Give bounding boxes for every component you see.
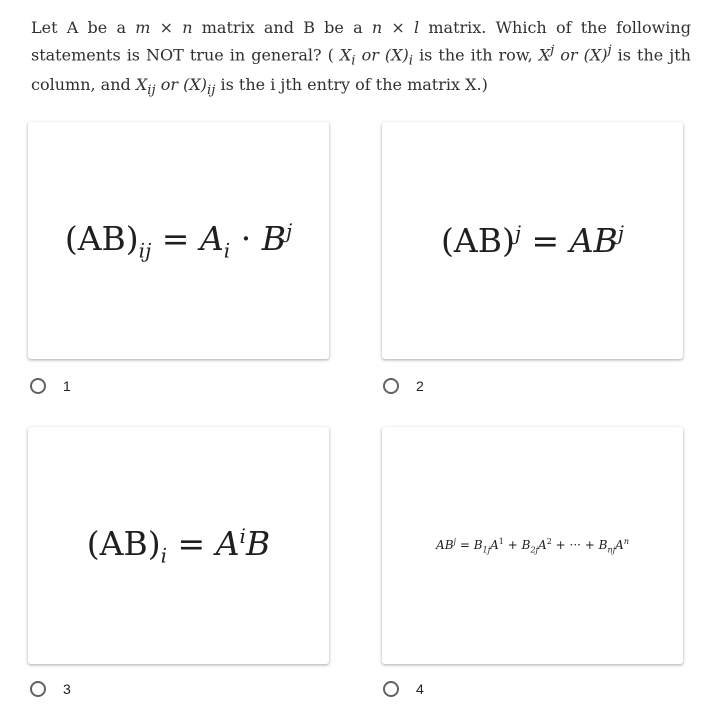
option-1-radio[interactable] xyxy=(30,378,46,394)
option-1-label: 1 xyxy=(63,378,71,394)
option-1-radio-row[interactable] xyxy=(30,378,71,394)
option-4-formula: $AB^j = B_{1j}A^1 + B_{2j}A^2$ + ··· + $B_{nj}A^n$ xyxy=(436,536,629,555)
option-3-radio[interactable] xyxy=(30,681,46,697)
option-2-image-card[interactable] xyxy=(382,122,683,359)
option-2-radio[interactable] xyxy=(383,378,399,394)
option-4-image-card[interactable] xyxy=(382,427,683,664)
option-3-label: 3 xyxy=(63,681,71,697)
option-3-formula: $(AB)_i = A^iB$ xyxy=(86,523,271,568)
option-1-image-card[interactable] xyxy=(28,122,329,359)
option-2-formula: $(AB)^j = AB^j$ xyxy=(441,221,624,260)
option-3-radio-row[interactable] xyxy=(30,681,71,697)
option-4-radio-row[interactable] xyxy=(383,681,424,697)
option-1-formula: $(AB)_{ij} = A_i \cdot B^j$ xyxy=(64,218,293,263)
option-4-radio[interactable] xyxy=(383,681,399,697)
option-3-image-card[interactable] xyxy=(28,427,329,664)
option-2-label: 2 xyxy=(416,378,424,394)
option-2-radio-row[interactable] xyxy=(383,378,424,394)
question-text: Let A be a m × n matrix and B be a n × l matrix. Which of the following statements is NOT true in general? ( $X_i$ or $(X)_i$ is the ith row, $X^j$ or $(X)^j$ is the jth column, and $X_{ij}$ or $(X)_{ij}$ is the i jth entry of the matrix X.) xyxy=(31,18,691,98)
option-4-label: 4 xyxy=(416,681,424,697)
